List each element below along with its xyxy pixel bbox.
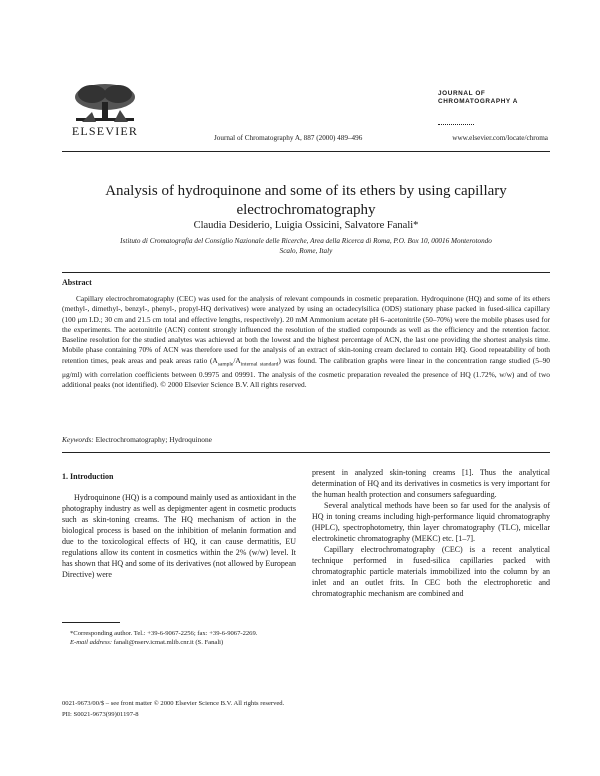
section-heading-introduction: 1. Introduction [62,472,114,481]
article-header [0,0,600,160]
abstract-heading: Abstract [62,278,92,287]
keywords [62,435,550,444]
footnote [62,630,296,648]
keywords-list: Electrochromatography; Hydroquinone [93,435,212,444]
article-title: Analysis of hydroquinone and some of its ethers by using capillary electrochromatography [105,183,507,218]
journal-mark [438,124,474,125]
intro-paragraph: Hydroquinone (HQ) is a compound mainly used as antioxidant in the photography industry as well as depigmenter agent in cosmetic products such as skin-toning creams. The HQ mechanism of action in the biological process is based on the inhibition of melanin formation and due to the toxicological effects of HQ, it can cause dermatitis, EU regulations allow its content in cosmetics within the 2% (w/w) level. It has shown that HQ and some of its derivatives (not allowed by European Directive) were [62,493,296,579]
journal-name-line1: JOURNAL OF [438,90,486,97]
publisher-name: ELSEVIER [71,124,139,138]
abstract-subscript-internal-standard: internal standard [240,361,279,368]
author-affiliation: Istituto di Cromatografia del Consiglio Nazionale delle Ricerche, Area della Ricerca di Roma, P.O. Box 10, 00016 Monterotondo Scalo, Rome, Italy [120,237,492,255]
intro-column-left [62,492,296,580]
intro-paragraph: Capillary electrochromatography (CEC) is a recent analytical technique performed in fused-silica capillaries packed with chromatographic particle materials immobilized into the column by an inlet and an outlet frits. In CEC both the electrophoretic and chromatographic mechanism are combined and [312,545,550,598]
journal-citation: Journal of Chromatography A, 887 (2000) 489–496 [214,134,363,142]
email-note [62,639,296,648]
journal-url[interactable]: www.elsevier.com/locate/chroma [452,134,548,142]
abstract-text-part3: ) was found. The calibration graphs were linear in the concentration range studied (5–90 μg/ml) with correlation coefficients between 0.9975 and 09991. The analysis of the cosmetic preparation revealed the presence of HQ (1.72%, w/w) and of two additional peaks (not identified). © 2000 Elsevier Science B.V. All rights reserved. [62,355,550,389]
intro-paragraph: Several analytical methods have been so far used for the analysis of HQ in toning creams including high-performance liquid chromatography (HPLC), spectrophotometry, thin layer chromatography (TLC), micellar electrokinetic chromatography (MEKC) etc. [1–7]. [312,501,550,543]
corresponding-author-note: *Corresponding author. Tel.: +39-6-9067-2256; fax: +39-6-9067-2269. [70,630,258,637]
elsevier-tree-logo [62,82,148,124]
abstract-text [62,294,550,390]
journal-name [438,90,538,106]
abstract-divider-bottom [62,452,550,453]
article-authors: Claudia Desiderio, Luigia Ossicini, Salvatore Fanali* [193,220,419,231]
intro-column-right [312,467,550,599]
email-label: E-mail address: [70,638,113,646]
abstract-divider-top [62,272,550,273]
abstract-text-part1: Capillary electrochromatography (CEC) was used for the analysis of relevant compounds in cosmetic preparation. Hydroquinone (HQ) and some of its ethers (methyl-, dimethyl-, benzyl-, phenyl-, propyl-HQ derivatives) were analyzed by using an octadecylsilica (ODS) stationary phase packed in fused-silica capillary (100 μm I.D.; 30 cm and 21.5 cm total and effective lengths, respectively). 20 mM Ammonium acetate pH 6–acetonitrile (50–70%) were the mobile phases used for the experiments. The acetonitrile (ACN) content strongly influenced the resolution of the studied compounds as well as the efficiency and the retention factor. Baseline resolution for the studied analytes was achieved at both the lowest and the highest percentage of ACN, the last one providing the shortest analysis time. Mobile phase containing 70% of ACN was therefore used for the analysis of an extract of skin-toning cream declared to contain HQ. Good repeatability of both retention times, peak areas and peak areas ratio (A [62,294,550,365]
intro-paragraph-continued: present in analyzed skin-toning creams [1]. Thus the analytical determination of HQ and its derivatives in cosmetics is very important for the human health protection and consumers safeguarding. [312,468,550,499]
keywords-label: Keywords: [62,435,94,444]
pii-line: PII: S0021-9673(99)01197-8 [62,711,139,718]
header-divider [62,151,550,152]
footnote-divider [62,622,120,623]
copyright-line: 0021-9673/00/$ – see front matter © 2000 Elsevier Science B.V. All rights reserved. [62,700,285,707]
journal-name-line2: CHROMATOGRAPHY A [438,98,519,105]
email-address[interactable]: fanali@nserv.icmat.mlib.cnr.it (S. Fanali) [112,638,224,646]
abstract-subscript-sample: sample [217,361,234,368]
abstract-text-part2: /A [233,355,241,365]
